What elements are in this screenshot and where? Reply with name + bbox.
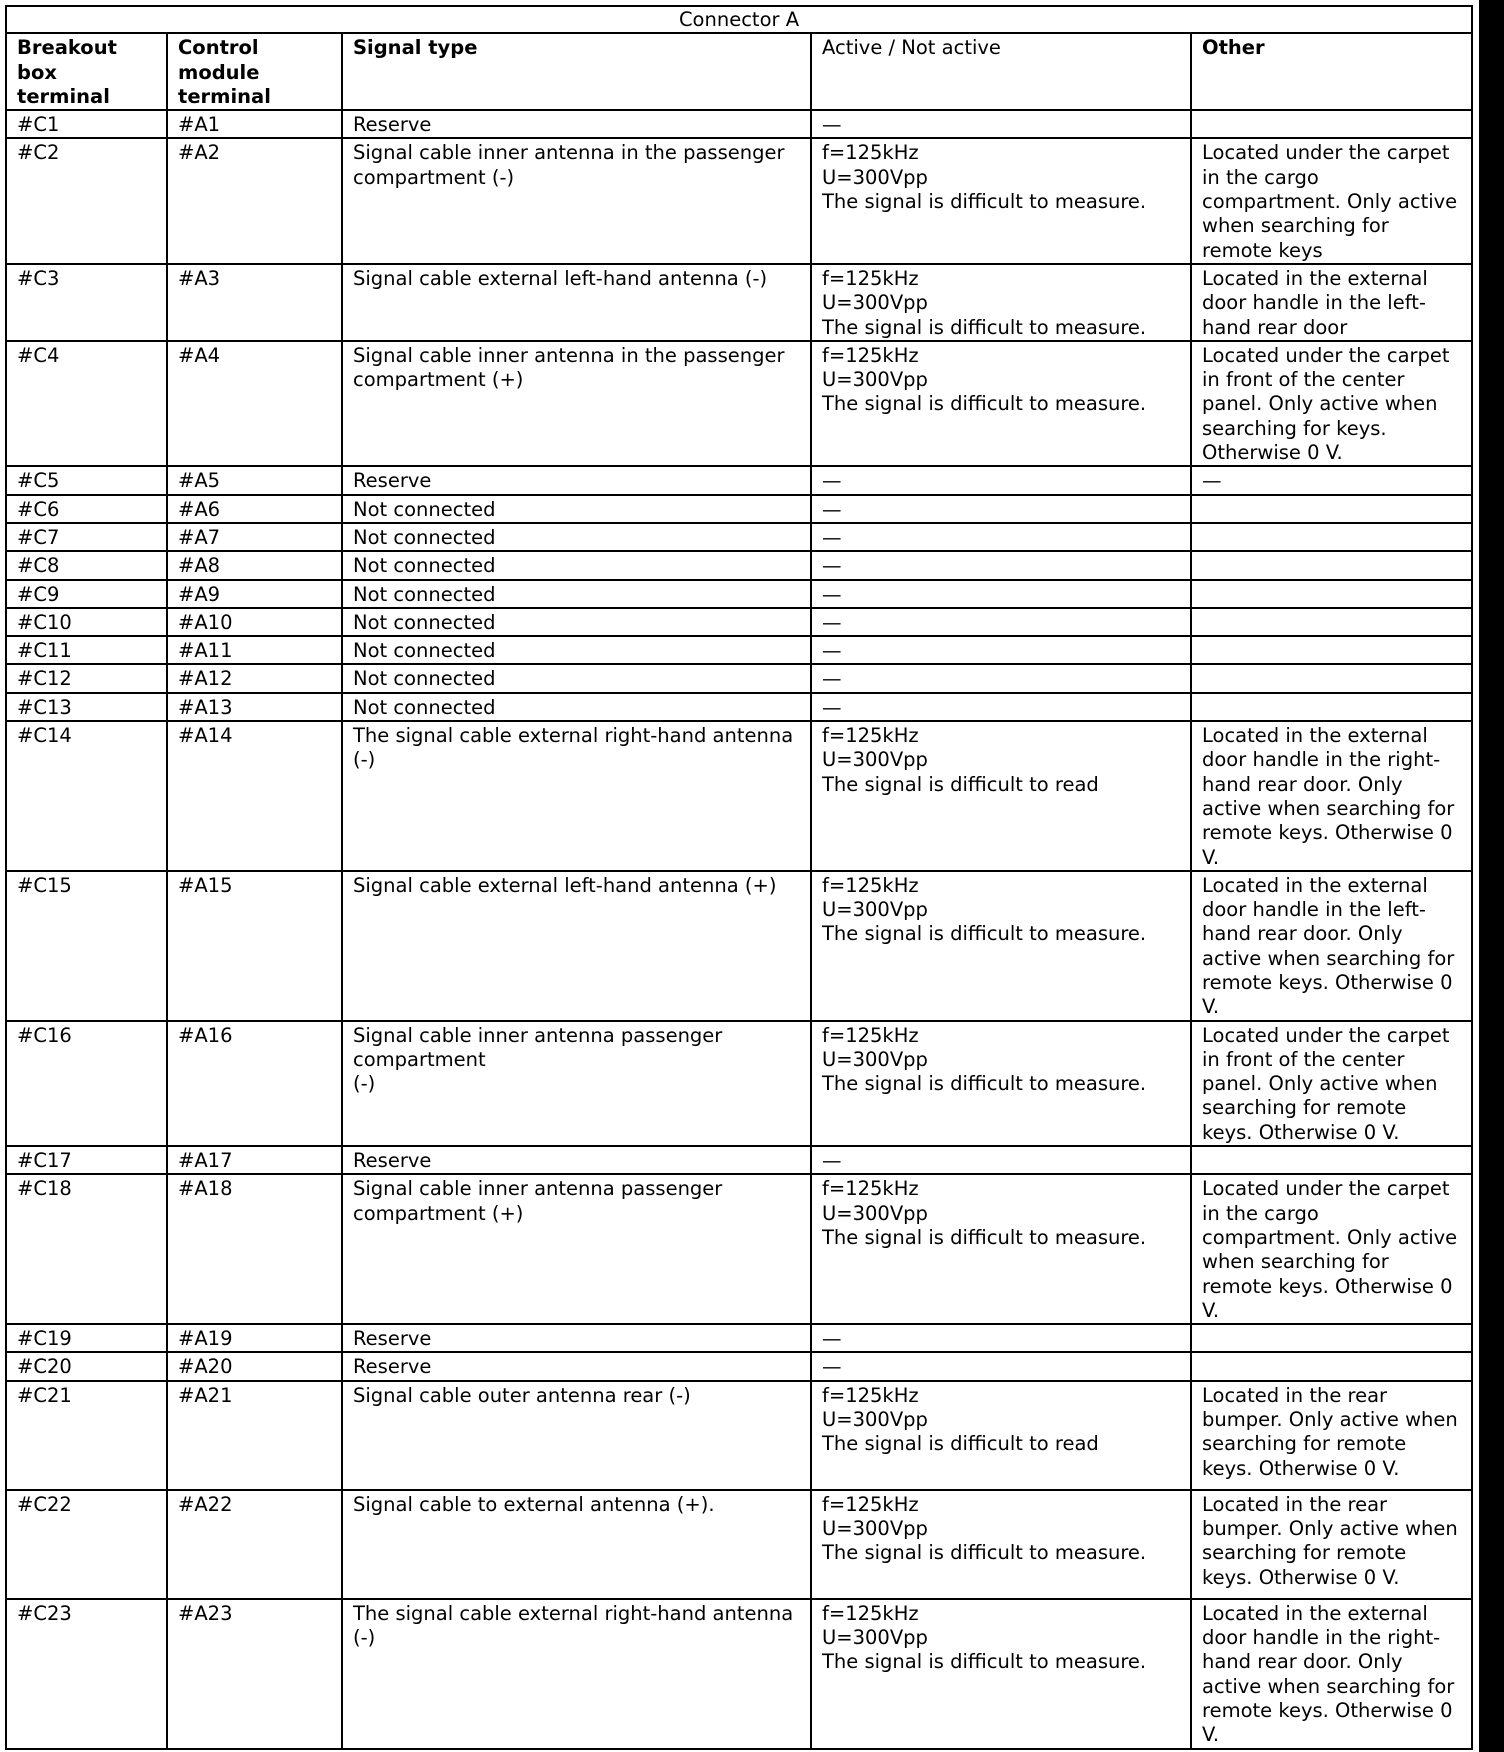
other-notes-cell [1191,551,1472,579]
active-status-cell: — [811,1352,1191,1380]
active-status-cell: f=125kHz U=300Vpp The signal is difficult to read [811,1381,1191,1490]
active-status-cell: — [811,466,1191,494]
table-row [6,1352,1472,1380]
signal-type-cell: Reserve [342,110,811,138]
other-notes-cell: Located in the external door handle in the left-hand rear door [1191,264,1472,341]
table-row [6,608,1472,636]
table-row [6,721,1472,871]
breakout-terminal-cell: #C7 [6,523,167,551]
control-terminal-cell: #A23 [167,1599,342,1749]
control-terminal-cell: #A2 [167,138,342,263]
table-header-row [6,33,1472,110]
active-status-cell: — [811,664,1191,692]
table-row [6,1599,1472,1749]
breakout-terminal-cell: #C10 [6,608,167,636]
other-notes-cell [1191,495,1472,523]
breakout-terminal-cell: #C14 [6,721,167,871]
control-terminal-cell: #A19 [167,1324,342,1352]
active-status-cell: — [811,580,1191,608]
breakout-terminal-cell: #C17 [6,1146,167,1174]
breakout-terminal-cell: #C9 [6,580,167,608]
signal-type-cell: Signal cable outer antenna rear (-) [342,1381,811,1490]
active-status-cell: — [811,636,1191,664]
signal-type-cell: Not connected [342,636,811,664]
control-terminal-cell: #A15 [167,871,342,1021]
breakout-terminal-cell: #C22 [6,1490,167,1599]
signal-type-cell: Reserve [342,1324,811,1352]
table-row [6,110,1472,138]
breakout-terminal-cell: #C4 [6,341,167,466]
other-notes-cell: — [1191,466,1472,494]
other-notes-cell: Located in the rear bumper. Only active when searching for remote keys. Otherwise 0 V. [1191,1381,1472,1490]
other-notes-cell [1191,110,1472,138]
table-row [6,138,1472,263]
breakout-terminal-cell: #C16 [6,1021,167,1146]
table-row [6,341,1472,466]
active-status-cell: — [811,110,1191,138]
active-status-cell: f=125kHz U=300Vpp The signal is difficult to measure. [811,871,1191,1021]
control-terminal-cell: #A16 [167,1021,342,1146]
active-status-cell: f=125kHz U=300Vpp The signal is difficult to measure. [811,1490,1191,1599]
breakout-terminal-cell: #C6 [6,495,167,523]
breakout-terminal-cell: #C12 [6,664,167,692]
connector-table [5,5,1473,1750]
active-status-cell: f=125kHz U=300Vpp The signal is difficult to measure. [811,1174,1191,1324]
control-terminal-cell: #A6 [167,495,342,523]
other-notes-cell: Located under the carpet in the cargo compartment. Only active when searching for remote keys. Otherwise 0 V. [1191,1174,1472,1324]
control-terminal-cell: #A4 [167,341,342,466]
control-terminal-cell: #A13 [167,693,342,721]
control-terminal-cell: #A17 [167,1146,342,1174]
other-notes-cell [1191,608,1472,636]
active-status-cell: f=125kHz U=300Vpp The signal is difficult to measure. [811,341,1191,466]
breakout-terminal-cell: #C13 [6,693,167,721]
table-row [6,636,1472,664]
signal-type-cell: Reserve [342,1352,811,1380]
signal-type-cell: Not connected [342,551,811,579]
other-notes-cell: Located under the carpet in front of the center panel. Only active when searching for remote keys. Otherwise 0 V. [1191,1021,1472,1146]
breakout-terminal-cell: #C21 [6,1381,167,1490]
table-row [6,693,1472,721]
table-row [6,1490,1472,1599]
breakout-terminal-cell: #C20 [6,1352,167,1380]
active-status-cell: f=125kHz U=300Vpp The signal is difficult to measure. [811,264,1191,341]
active-status-cell: — [811,693,1191,721]
signal-type-cell: Signal cable inner antenna in the passenger compartment (+) [342,341,811,466]
control-terminal-cell: #A9 [167,580,342,608]
control-terminal-cell: #A8 [167,551,342,579]
active-status-cell: — [811,1146,1191,1174]
other-notes-cell [1191,580,1472,608]
other-notes-cell: Located in the external door handle in the left-hand rear door. Only active when searching for remote keys. Otherwise 0 V. [1191,871,1472,1021]
table-row [6,1174,1472,1324]
active-status-cell: — [811,495,1191,523]
control-terminal-cell: #A3 [167,264,342,341]
table-row [6,551,1472,579]
active-status-cell: — [811,523,1191,551]
breakout-terminal-cell: #C1 [6,110,167,138]
other-notes-cell: Located in the rear bumper. Only active when searching for remote keys. Otherwise 0 V. [1191,1490,1472,1599]
header-breakout-box-terminal: Breakout box terminal [6,33,167,110]
active-status-cell: — [811,551,1191,579]
breakout-terminal-cell: #C19 [6,1324,167,1352]
other-notes-cell [1191,693,1472,721]
other-notes-cell [1191,1352,1472,1380]
signal-type-cell: Not connected [342,664,811,692]
other-notes-cell: Located in the external door handle in the right-hand rear door. Only active when searching for remote keys. Otherwise 0 V. [1191,1599,1472,1749]
table-row [6,466,1472,494]
breakout-terminal-cell: #C11 [6,636,167,664]
header-control-module-terminal: Control module terminal [167,33,342,110]
breakout-terminal-cell: #C3 [6,264,167,341]
other-notes-cell [1191,1324,1472,1352]
control-terminal-cell: #A1 [167,110,342,138]
signal-type-cell: The signal cable external right-hand antenna (-) [342,721,811,871]
other-notes-cell [1191,523,1472,551]
breakout-terminal-cell: #C23 [6,1599,167,1749]
table-row [6,1146,1472,1174]
signal-type-cell: Signal cable inner antenna passenger compartment (+) [342,1174,811,1324]
signal-type-cell: Not connected [342,523,811,551]
signal-type-cell: Not connected [342,608,811,636]
document-page [5,5,1471,1750]
active-status-cell: f=125kHz U=300Vpp The signal is difficult to read [811,721,1191,871]
other-notes-cell: Located in the external door handle in the right-hand rear door. Only active when searching for remote keys. Otherwise 0 V. [1191,721,1472,871]
other-notes-cell: Located under the carpet in the cargo compartment. Only active when searching for remote keys [1191,138,1472,263]
active-status-cell: f=125kHz U=300Vpp The signal is difficult to measure. [811,1021,1191,1146]
signal-type-cell: Signal cable inner antenna in the passenger compartment (-) [342,138,811,263]
table-caption: Connector A [6,6,1472,33]
control-terminal-cell: #A12 [167,664,342,692]
signal-type-cell: Not connected [342,580,811,608]
table-row [6,264,1472,341]
control-terminal-cell: #A14 [167,721,342,871]
control-terminal-cell: #A18 [167,1174,342,1324]
breakout-terminal-cell: #C5 [6,466,167,494]
signal-type-cell: Not connected [342,693,811,721]
other-notes-cell: Located under the carpet in front of the center panel. Only active when searching for keys. Otherwise 0 V. [1191,341,1472,466]
breakout-terminal-cell: #C18 [6,1174,167,1324]
other-notes-cell [1191,664,1472,692]
signal-type-cell: Signal cable to external antenna (+). [342,1490,811,1599]
other-notes-cell [1191,1146,1472,1174]
signal-type-cell: The signal cable external right-hand antenna (-) [342,1599,811,1749]
control-terminal-cell: #A22 [167,1490,342,1599]
page-edge-bar [1479,0,1504,1752]
table-row [6,1381,1472,1490]
table-row [6,664,1472,692]
active-status-cell: f=125kHz U=300Vpp The signal is difficult to measure. [811,138,1191,263]
signal-type-cell: Reserve [342,1146,811,1174]
breakout-terminal-cell: #C15 [6,871,167,1021]
signal-type-cell: Signal cable external left-hand antenna (+) [342,871,811,1021]
header-active-not-active: Active / Not active [811,33,1191,110]
table-row [6,871,1472,1021]
table-row [6,523,1472,551]
control-terminal-cell: #A20 [167,1352,342,1380]
active-status-cell: — [811,608,1191,636]
signal-type-cell: Not connected [342,495,811,523]
active-status-cell: — [811,1324,1191,1352]
table-row [6,580,1472,608]
signal-type-cell: Signal cable inner antenna passenger compartment (-) [342,1021,811,1146]
control-terminal-cell: #A5 [167,466,342,494]
control-terminal-cell: #A21 [167,1381,342,1490]
active-status-cell: f=125kHz U=300Vpp The signal is difficult to measure. [811,1599,1191,1749]
header-signal-type: Signal type [342,33,811,110]
other-notes-cell [1191,636,1472,664]
table-row [6,495,1472,523]
control-terminal-cell: #A10 [167,608,342,636]
signal-type-cell: Reserve [342,466,811,494]
header-other: Other [1191,33,1472,110]
table-row [6,1324,1472,1352]
breakout-terminal-cell: #C8 [6,551,167,579]
signal-type-cell: Signal cable external left-hand antenna (-) [342,264,811,341]
table-caption-row [6,6,1472,33]
breakout-terminal-cell: #C2 [6,138,167,263]
table-row [6,1021,1472,1146]
control-terminal-cell: #A11 [167,636,342,664]
control-terminal-cell: #A7 [167,523,342,551]
